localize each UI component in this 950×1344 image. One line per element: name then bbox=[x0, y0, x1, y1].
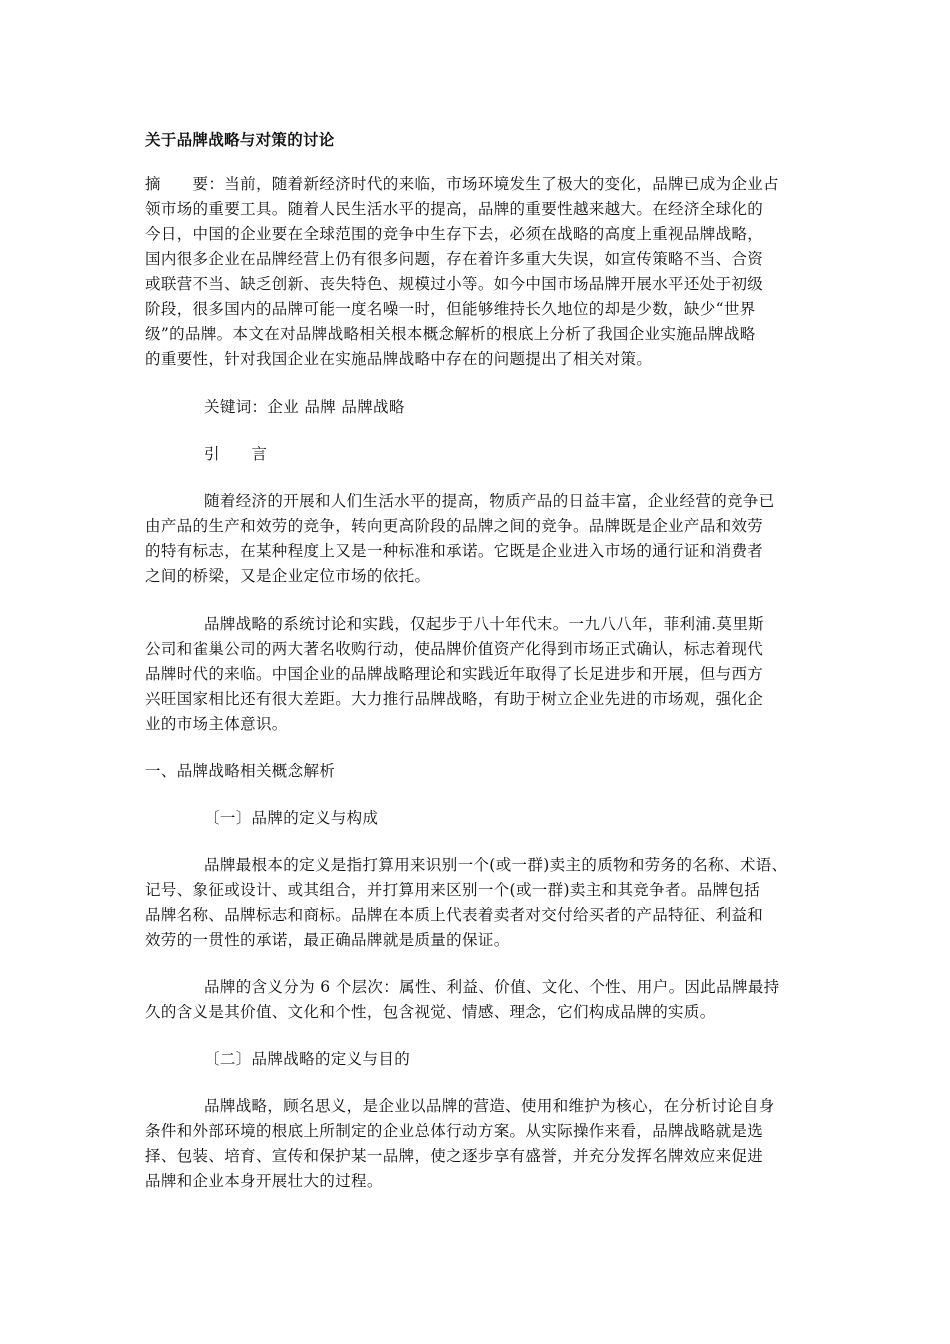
intro-heading: 引 言 bbox=[204, 445, 268, 463]
subsection-2-paragraph-1-line: 品牌和企业本身开展壮大的过程。 bbox=[145, 1172, 383, 1190]
abstract-line: 的重要性，针对我国企业在实施品牌战略中存在的问题提出了相关对策。 bbox=[145, 350, 653, 368]
intro-paragraph-1-line: 的特有标志，在某种程度上又是一种标准和承诺。它既是企业进入市场的通行证和消费者 bbox=[145, 542, 764, 560]
subsection-2-paragraph-1-line: 条件和外部环境的根底上所制定的企业总体行动方案。从实际操作来看，品牌战略就是选 bbox=[145, 1122, 764, 1140]
subsection-2-heading: 〔二〕品牌战略的定义与目的 bbox=[204, 1050, 411, 1068]
abstract-line: 阶段，很多国内的品牌可能一度名噪一时，但能够维持长久地位的却是少数，缺少“世界 bbox=[145, 300, 756, 318]
intro-paragraph-2-line: 公司和雀巢公司的两大著名收购行动，使品牌价值资产化得到市场正式确认，标志着现代 bbox=[145, 640, 764, 658]
subsection-2-paragraph-1-line: 品牌战略，顾名思义，是企业以品牌的营造、使用和维护为核心，在分析讨论自身 bbox=[204, 1097, 775, 1115]
subsection-1-paragraph-1-line: 记号、象征或设计、或其组合，并打算用来区别一个(或一群)卖主和其竞争者。品牌包括 bbox=[145, 881, 761, 899]
intro-paragraph-1-line: 之间的桥梁，又是企业定位市场的依托。 bbox=[145, 567, 431, 585]
subsection-1-paragraph-1-line: 效劳的一贯性的承诺，最正确品牌就是质量的保证。 bbox=[145, 931, 510, 949]
subsection-2-paragraph-1-line: 择、包装、培育、宣传和保护某一品牌，使之逐步享有盛誉，并充分发挥名牌效应来促进 bbox=[145, 1147, 764, 1165]
abstract-line: 国内很多企业在品牌经营上仍有很多问题，存在着许多重大失误，如宣传策略不当、合资 bbox=[145, 250, 764, 268]
document-title: 关于品牌战略与对策的讨论 bbox=[145, 131, 335, 149]
section-1-heading: 一、品牌战略相关概念解析 bbox=[145, 762, 336, 780]
abstract-line: 或联营不当、缺乏创新、丧失特色、规模过小等。如今中国市场品牌开展水平还处于初级 bbox=[145, 275, 764, 293]
keywords: 关键词：企业 品牌 品牌战略 bbox=[204, 398, 405, 416]
intro-paragraph-2-line: 品牌时代的来临。中国企业的品牌战略理论和实践近年取得了长足进步和开展，但与西方 bbox=[145, 665, 764, 683]
intro-paragraph-1-line: 随着经济的开展和人们生活水平的提高，物质产品的日益丰富，企业经营的竞争已 bbox=[204, 492, 775, 510]
subsection-1-paragraph-2-line: 品牌的含义分为 6 个层次：属性、利益、价值、文化、个性、用户。因此品牌最持 bbox=[204, 978, 780, 996]
intro-paragraph-2-line: 品牌战略的系统讨论和实践，仅起步于八十年代末。一九八八年，菲利浦.莫里斯 bbox=[204, 615, 765, 633]
intro-paragraph-2-line: 业的市场主体意识。 bbox=[145, 715, 288, 733]
abstract-line: 级”的品牌。本文在对品牌战略相关根本概念解析的根底上分析了我国企业实施品牌战略 bbox=[145, 325, 756, 343]
intro-paragraph-1-line: 由产品的生产和效劳的竞争，转向更高阶段的品牌之间的竞争。品牌既是企业产品和效劳 bbox=[145, 517, 764, 535]
subsection-1-paragraph-1-line: 品牌名称、品牌标志和商标。品牌在本质上代表着卖者对交付给买者的产品特征、利益和 bbox=[145, 906, 764, 924]
abstract-line: 摘 要：当前，随着新经济时代的来临，市场环境发生了极大的变化，品牌已成为企业占 bbox=[145, 175, 780, 193]
subsection-1-paragraph-1-line: 品牌最根本的定义是指打算用来识别一个(或一群)卖主的质物和劳务的名称、术语、 bbox=[204, 856, 788, 874]
subsection-1-paragraph-2-line: 久的含义是其价值、文化和个性，包含视觉、情感、理念，它们构成品牌的实质。 bbox=[145, 1003, 716, 1021]
abstract-line: 领市场的重要工具。随着人民生活水平的提高，品牌的重要性越来越大。在经济全球化的 bbox=[145, 200, 764, 218]
intro-paragraph-2-line: 兴旺国家相比还有很大差距。大力推行品牌战略，有助于树立企业先进的市场观，强化企 bbox=[145, 690, 764, 708]
abstract-line: 今日，中国的企业要在全球范围的竞争中生存下去，必须在战略的高度上重视品牌战略， bbox=[145, 225, 764, 243]
subsection-1-heading: 〔一〕品牌的定义与构成 bbox=[204, 809, 379, 827]
